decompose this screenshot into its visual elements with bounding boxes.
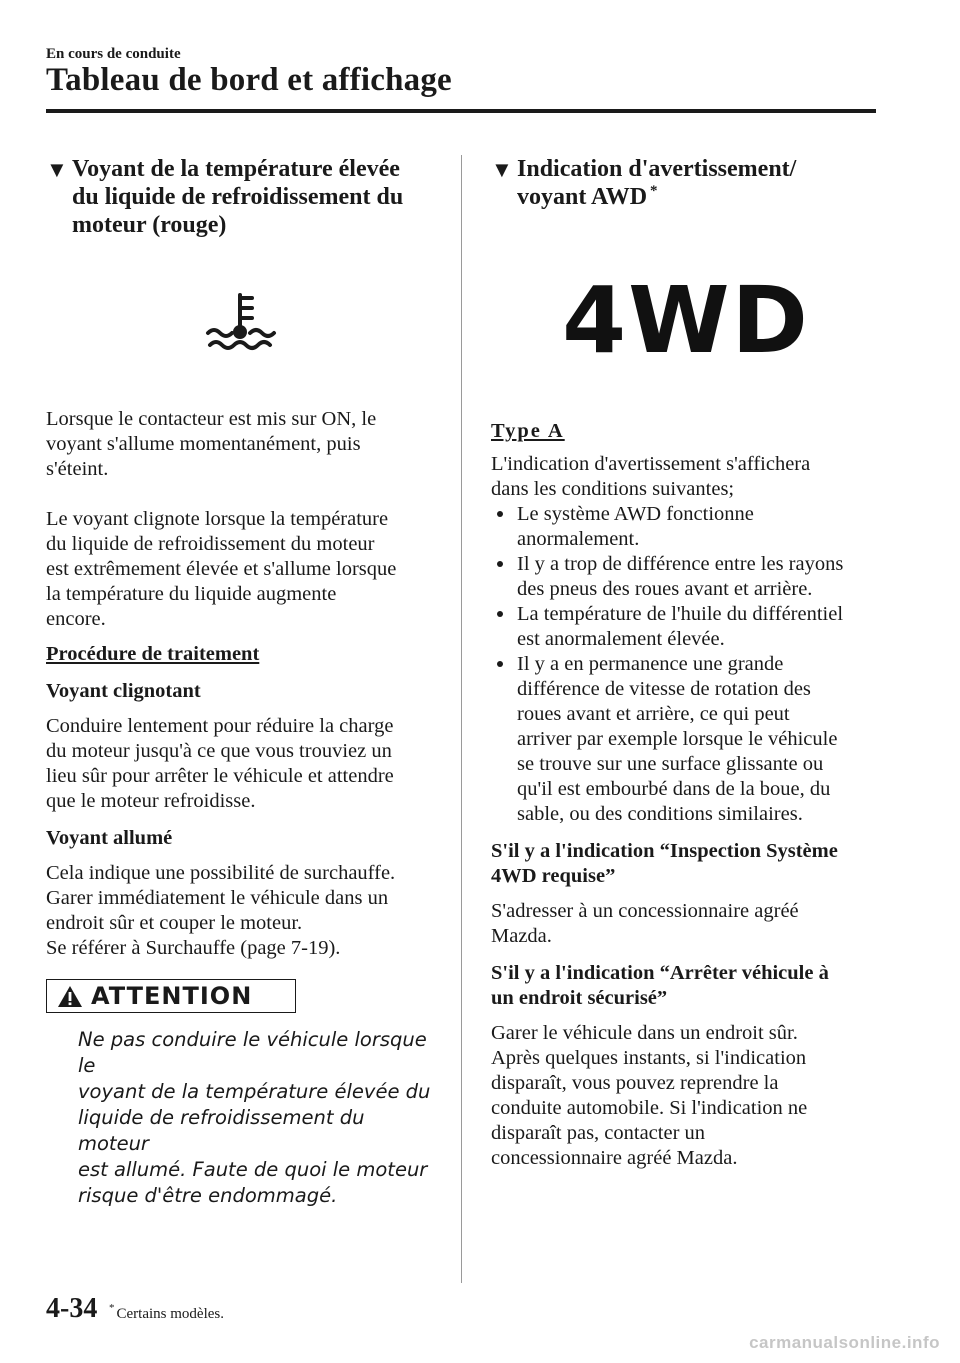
coolant-section-heading	[46, 155, 438, 239]
bullet-icon	[497, 611, 503, 617]
heading-line: du liquide de refroidissement du	[72, 184, 404, 210]
text-line: est extrêmement élevée et s'allume lorsque	[46, 558, 397, 580]
left-column	[46, 155, 438, 1209]
condition-list	[491, 502, 881, 827]
footnote: * Certains modèles.	[109, 1302, 224, 1322]
list-item: Il y a trop de différence entre les rayons des pneus des roues avant et arrière.	[491, 552, 881, 602]
text-line: voyant s'allume momentanément, puis	[46, 433, 361, 455]
bullet-icon	[497, 661, 503, 667]
bullet-icon	[497, 561, 503, 567]
intro-paragraph	[46, 407, 438, 482]
text-line: voyant de la température élevée du	[78, 1080, 431, 1103]
heading-line: Indication d'avertissement/	[517, 156, 797, 182]
list-item: Il y a en permanence une grande différence de vitesse de rotation des roues avant et arrière, ce qui peut arriver par exemple lorsque le véhicule se trouve sur une surface glissante ou qu'il est embourbé dans de la boue, du sable, ou des conditions similaires.	[491, 652, 881, 827]
page-title: Tableau de bord et affichage	[46, 62, 452, 98]
text-line: liquide de refroidissement du moteur	[78, 1106, 365, 1155]
watermark: carmanualsonline.info	[749, 1333, 940, 1352]
text-line: du liquide de refroidissement du moteur	[46, 533, 375, 555]
flashing-title: Voyant clignotant	[46, 680, 201, 702]
section-label: En cours de conduite	[46, 46, 181, 62]
list-item: La température de l'huile du différentiel est anormalement élevée.	[491, 602, 881, 652]
text-line: la température du liquide augmente	[46, 583, 337, 605]
column-divider	[461, 155, 462, 1283]
bullet-icon	[497, 511, 503, 517]
text-line: lieu sûr pour arrêter le véhicule et attendre	[46, 765, 394, 787]
text-line: encore.	[46, 608, 106, 630]
footnote-mark: *	[109, 1302, 115, 1314]
text-line: Ne pas conduire le véhicule lorsque le	[78, 1028, 427, 1077]
text-line: que le moteur refroidisse.	[46, 790, 256, 812]
awd-indicator-icon: 4WD	[562, 267, 810, 374]
text-line: Se référer à Surchauffe (page 7-19).	[46, 937, 341, 959]
page-number: 4-34	[46, 1293, 98, 1324]
heading-line: Voyant de la température élevée	[72, 156, 400, 182]
heading-line: moteur (rouge)	[72, 212, 227, 238]
text-line: endroit sûr et couper le moteur.	[46, 912, 303, 934]
text-line: est allumé. Faute de quoi le moteur	[78, 1158, 428, 1181]
attention-box	[46, 979, 296, 1013]
inspect-title: S'il y a l'indication “Inspection Système 4WD requise”	[491, 840, 838, 887]
warning-triangle-icon	[57, 985, 83, 1008]
text-line: du moteur jusqu'à ce que vous trouviez un	[46, 740, 392, 762]
text-line: L'indication d'avertissement s'affichera	[491, 453, 811, 475]
flashing-paragraph	[46, 507, 438, 632]
heading-line: voyant AWD *	[517, 183, 658, 210]
list-item: Le système AWD fonctionne anormalement.	[491, 502, 881, 552]
text-line: dans les conditions suivantes;	[491, 478, 735, 500]
text-line: risque d'être endommagé.	[78, 1184, 338, 1207]
optional-mark: *	[650, 183, 658, 199]
text-line: Le voyant clignote lorsque la température	[46, 508, 389, 530]
awd-intro	[491, 452, 881, 502]
stop-title: S'il y a l'indication “Arrêter véhicule à un endroit sécurisé”	[491, 962, 829, 1009]
stop-text: Garer le véhicule dans un endroit sûr. Après quelques instants, si l'indication disparaît, vous pouvez reprendre la conduite automobile. Si l'indication ne disparaît pas, contacter un concessionnaire agréé Mazda.	[491, 1022, 808, 1169]
on-title: Voyant allumé	[46, 827, 173, 849]
procedure-title: Procédure de traitement	[46, 643, 260, 665]
attention-text	[46, 1027, 438, 1209]
text-line: Cela indique une possibilité de surchauffe.	[46, 862, 396, 884]
attention-label: ATTENTION	[91, 982, 253, 1010]
type-label: Type A	[491, 420, 565, 442]
coolant-temperature-warning-icon	[204, 291, 280, 355]
right-column	[491, 155, 881, 1171]
triangle-down-icon: ▼	[46, 157, 68, 182]
triangle-down-icon: ▼	[491, 157, 513, 182]
on-instructions	[46, 861, 438, 961]
header-rule	[46, 109, 876, 113]
text-line: Conduire lentement pour réduire la charge	[46, 715, 394, 737]
text-line: Garer immédiatement le véhicule dans un	[46, 887, 389, 909]
text-line: Lorsque le contacteur est mis sur ON, le	[46, 408, 377, 430]
text-line: s'éteint.	[46, 458, 109, 480]
awd-section-heading	[491, 155, 881, 211]
inspect-text: S'adresser à un concessionnaire agréé Mazda.	[491, 900, 799, 947]
flashing-instructions	[46, 714, 438, 814]
